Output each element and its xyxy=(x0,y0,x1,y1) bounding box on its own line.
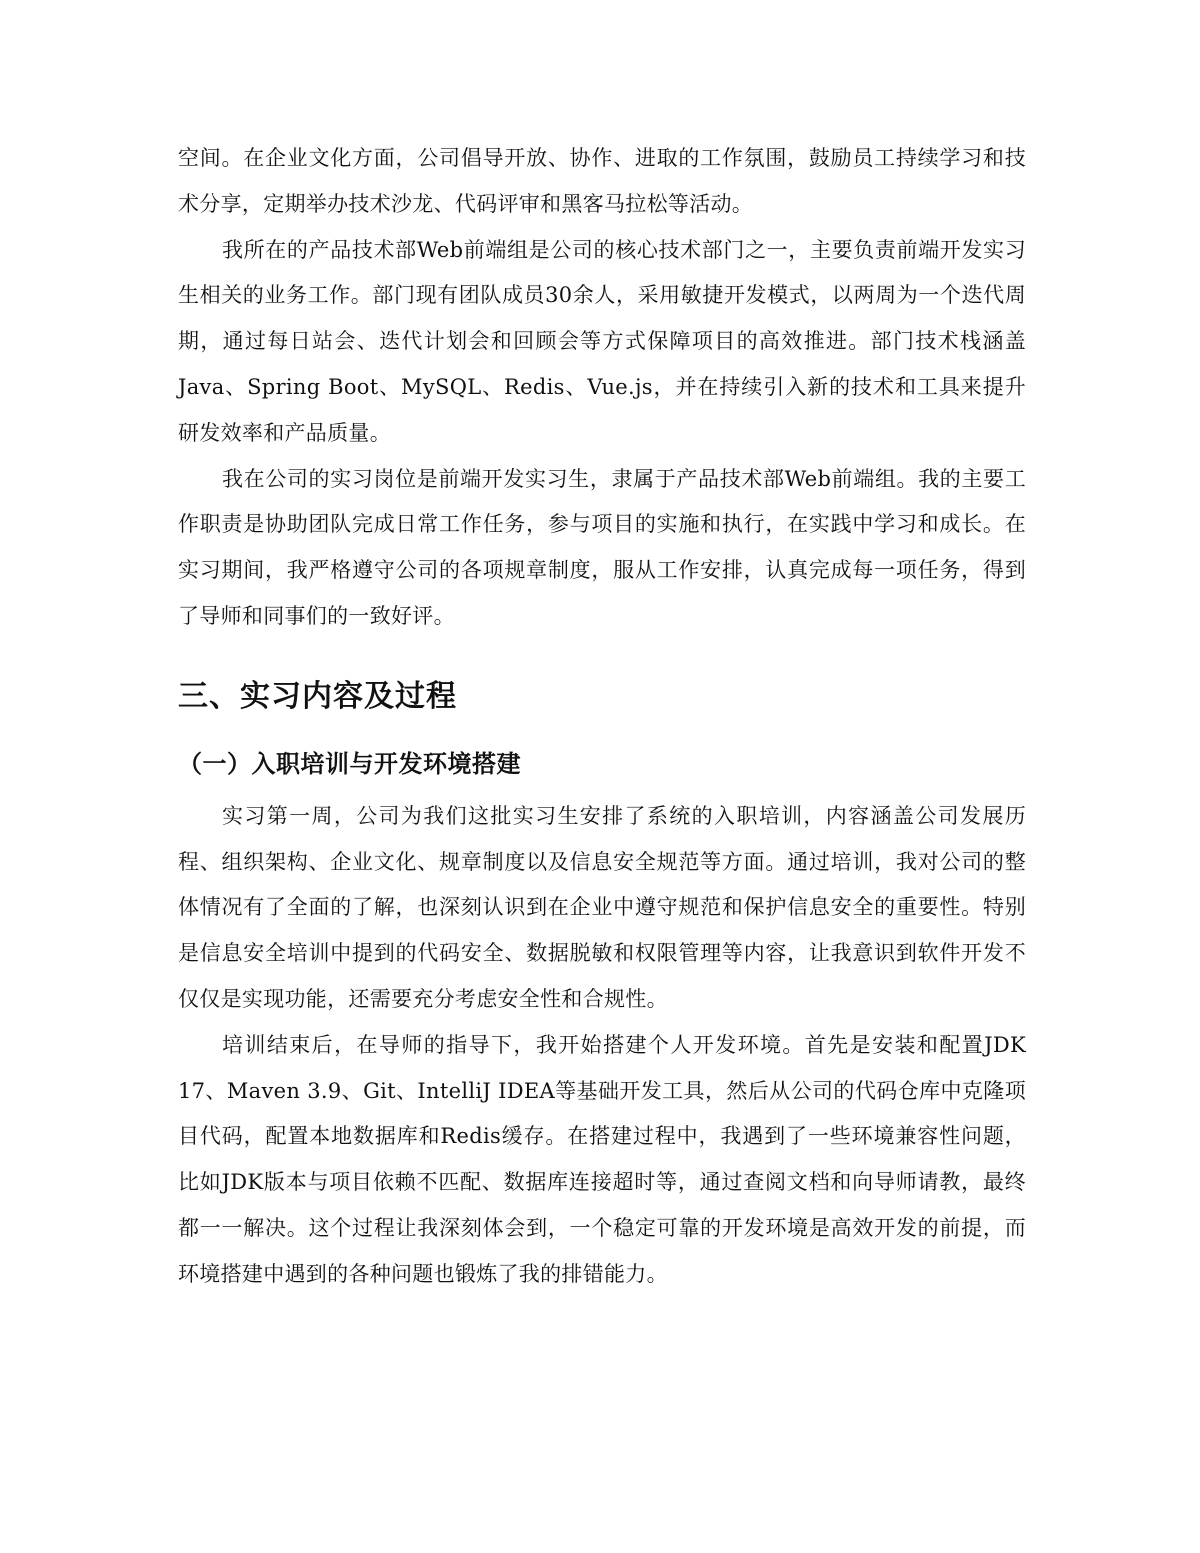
paragraph-company-culture: 空间。在企业文化方面，公司倡导开放、协作、进取的工作氛围，鼓励员工持续学习和技术分享，定期举办技术沙龙、代码评审和黑客马拉松等活动。 xyxy=(178,146,1026,216)
paragraph-dev-environment: 培训结束后，在导师的指导下，我开始搭建个人开发环境。首先是安装和配置JDK 17、Maven 3.9、Git、IntelliJ IDEA等基础开发工具，然后从公司的代码仓库中克隆项目代码，配置本地数据库和Redis缓存。在搭建过程中，我遇到了一些环境兼容性问题，比如JDK版本与项目依赖不匹配、数据库连接超时等，通过查阅文档和向导师请教，最终都一一解决。这个过程让我深刻体会到，一个稳定可靠的开发环境是高效开发的前提，而环境搭建中遇到的各种问题也锻炼了我的排错能力。 xyxy=(178,1032,1026,1286)
document-page xyxy=(178,136,1026,1298)
section-heading: 三、实习内容及过程 xyxy=(178,678,457,714)
paragraph-onboarding-training: 实习第一周，公司为我们这批实习生安排了系统的入职培训，内容涵盖公司发展历程、组织架构、企业文化、规章制度以及信息安全规范等方面。通过培训，我对公司的整体情况有了全面的了解，也深刻认识到在企业中遵守规范和保护信息安全的重要性。特别是信息安全培训中提到的代码安全、数据脱敏和权限管理等内容，让我意识到软件开发不仅仅是实现功能，还需要充分考虑安全性和合规性。 xyxy=(178,803,1026,1011)
subsection-heading: （一）入职培训与开发环境搭建 xyxy=(178,749,521,778)
paragraph-department-intro: 我所在的产品技术部Web前端组是公司的核心技术部门之一，主要负责前端开发实习生相关的业务工作。部门现有团队成员30余人，采用敏捷开发模式，以两周为一个迭代周期，通过每日站会、迭代计划会和回顾会等方式保障项目的高效推进。部门技术栈涵盖Java、Spring Boot、MySQL、Redis、Vue.js，并在持续引入新的技术和工具来提升研发效率和产品质量。 xyxy=(178,237,1026,445)
paragraph-internship-role: 我在公司的实习岗位是前端开发实习生，隶属于产品技术部Web前端组。我的主要工作职责是协助团队完成日常工作任务，参与项目的实施和执行，在实践中学习和成长。在实习期间，我严格遵守公司的各项规章制度，服从工作安排，认真完成每一项任务，得到了导师和同事们的一致好评。 xyxy=(178,466,1026,628)
